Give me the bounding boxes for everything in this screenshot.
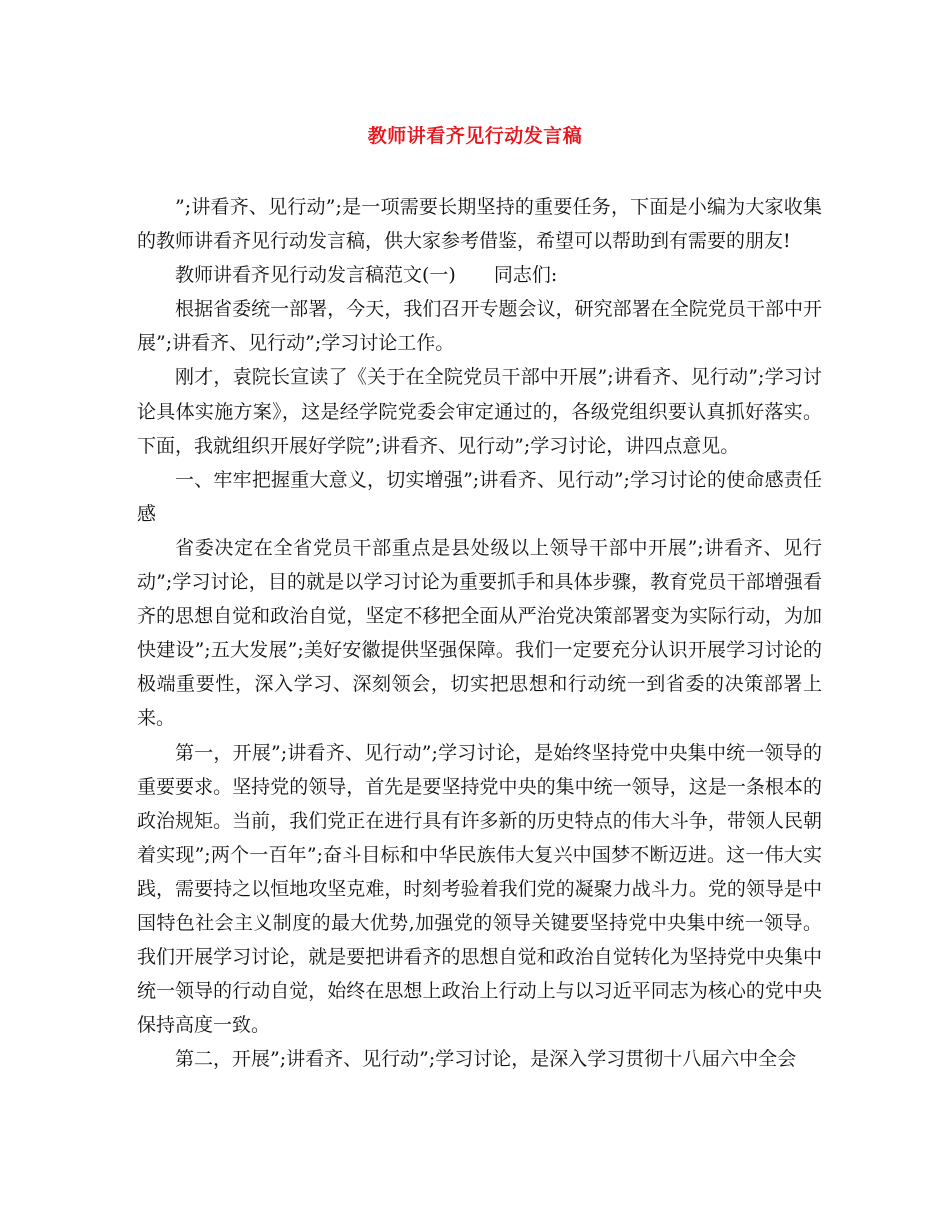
paragraph-purpose: 省委决定在全省党员干部重点是县处级以上领导干部中开展”;讲看齐、见行动”;学习讨论，目的就是以学习讨论为重要抓手和具体步骤，教育党员干部增强看齐的思想自觉和政治自觉，坚定不移把全面从严治党决策部署变为实际行动，为加快建设”;五大发展”;美好安徽提供坚强保障。我们一定要充分认识开展学习讨论的极端重要性，深入学习、深刻领会，切实把思想和行动统一到省委的决策部署上来。	[137, 536, 822, 730]
paragraph-sample-heading: 教师讲看齐见行动发言稿范文(一) 同志们:	[175, 264, 558, 287]
paragraph-plan: 刚才，袁院长宣读了《关于在全院党员干部中开展”;讲看齐、见行动”;学习讨论具体实施方案》，这是经学院党委会审定通过的，各级党组织要认真抓好落实。下面，我就组织开展好学院”;讲看齐、见行动”;学习讨论，讲四点意见。	[137, 366, 822, 457]
section-heading-one: 一、牢牢把握重大意义，切实增强”;讲看齐、见行动”;学习讨论的使命感责任感	[137, 468, 822, 525]
paragraph-point-two: 第二，开展”;讲看齐、见行动”;学习讨论，是深入学习贯彻十八届六中全会	[175, 1048, 797, 1071]
document-title: 教师讲看齐见行动发言稿	[367, 125, 583, 147]
document-body	[137, 190, 822, 1076]
paragraph-opening: 根据省委统一部署，今天，我们召开专题会议，研究部署在全院党员干部中开展”;讲看齐、见行动”;学习讨论工作。	[137, 298, 822, 355]
paragraph-intro: ”;讲看齐、见行动”;是一项需要长期坚持的重要任务，下面是小编为大家收集的教师讲看齐见行动发言稿，供大家参考借鉴，希望可以帮助到有需要的朋友!	[137, 196, 822, 253]
paragraph-point-one: 第一，开展”;讲看齐、见行动”;学习讨论，是始终坚持党中央集中统一领导的重要要求。坚持党的领导，首先是要坚持党中央的集中统一领导，这是一条根本的政治规矩。当前，我们党正在进行具有许多新的历史特点的伟大斗争，带领人民朝着实现”;两个一百年”;奋斗目标和中华民族伟大复兴中国梦不断迈进。这一伟大实践，需要持之以恒地攻坚克难，时刻考验着我们党的凝聚力战斗力。党的领导是中国特色社会主义制度的最大优势,加强党的领导关键要坚持党中央集中统一领导。我们开展学习讨论，就是要把讲看齐的思想自觉和政治自觉转化为坚持党中央集中统一领导的行动自觉，始终在思想上政治上行动上与以习近平同志为核心的党中央保持高度一致。	[137, 741, 822, 1037]
